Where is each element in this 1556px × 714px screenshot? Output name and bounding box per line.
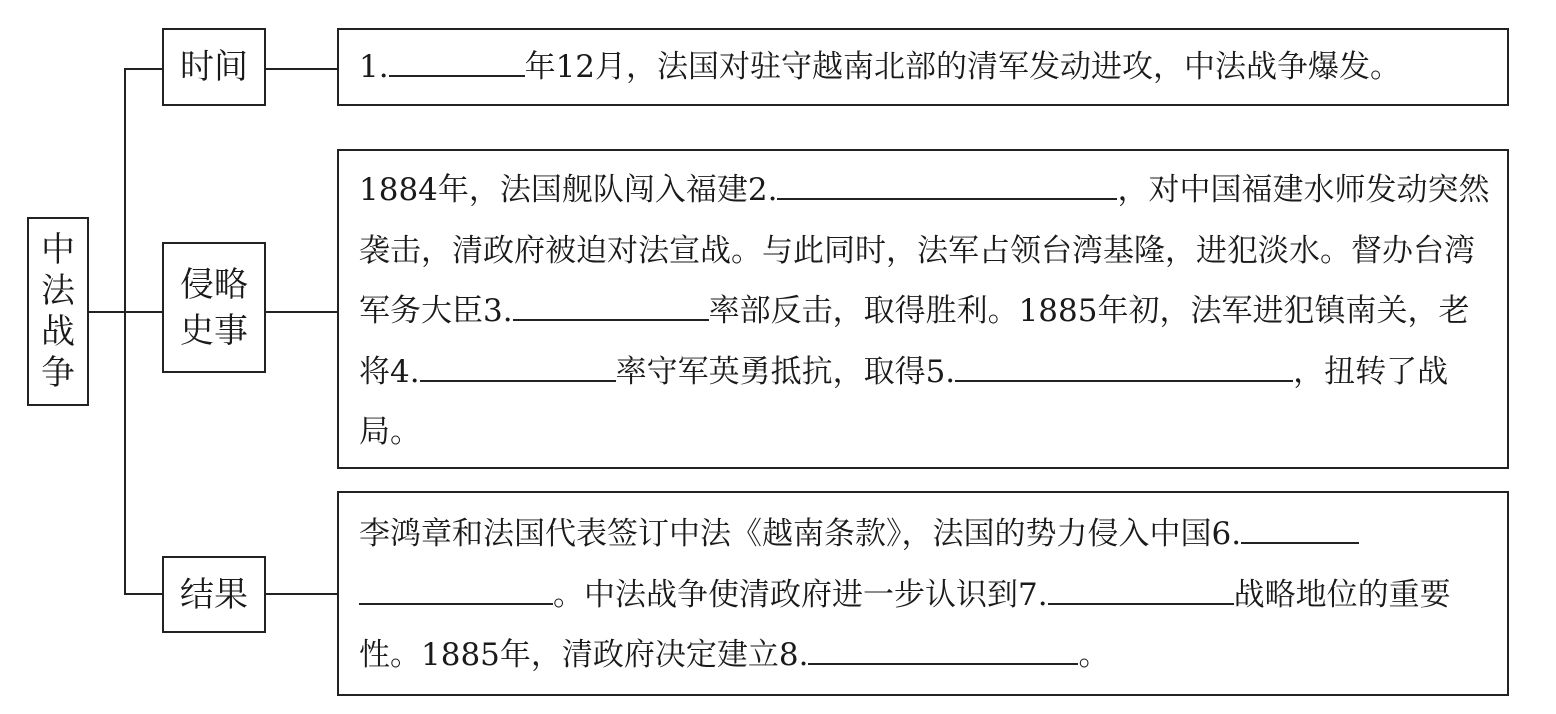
content-text-segment: ，扭转了战局。 xyxy=(359,353,1449,450)
content-text-segment: 1. xyxy=(359,49,389,85)
label-3-connector xyxy=(264,593,339,595)
label-2-connector xyxy=(264,311,339,313)
fill-in-blank xyxy=(513,289,709,321)
branch-label-text: 史事 xyxy=(180,310,248,351)
branch-2-connector xyxy=(124,311,164,313)
branch-label-invasion xyxy=(162,242,266,373)
fill-in-blank xyxy=(955,350,1169,382)
content-text xyxy=(359,504,1499,686)
branch-3-connector xyxy=(124,593,164,595)
fill-in-blank xyxy=(420,350,616,382)
fill-in-blank xyxy=(389,45,525,77)
branch-label-time xyxy=(162,28,266,106)
content-text-segment: 战略地位的重要性。1885年，清政府决定建立8. xyxy=(359,576,1451,673)
root-char: 争 xyxy=(41,352,75,393)
content-text-segment: 。 xyxy=(1078,637,1110,673)
label-1-connector xyxy=(264,68,339,70)
branch-label-text: 侵略 xyxy=(180,264,248,305)
branch-label-text: 结果 xyxy=(180,574,248,615)
branch-1-connector xyxy=(124,68,164,70)
content-box-result xyxy=(337,491,1509,696)
root-char: 法 xyxy=(41,270,75,311)
fill-in-blank xyxy=(777,168,1117,200)
fill-in-blank xyxy=(808,633,1078,665)
content-text-segment: 年12月，法国对驻守越南北部的清军发动进攻，中法战争爆发。 xyxy=(524,49,1402,85)
root-char: 中 xyxy=(41,229,75,270)
content-text-segment: 率守军英勇抵抗，取得5. xyxy=(615,353,956,390)
branch-label-result xyxy=(162,556,266,633)
root-connector xyxy=(88,311,126,313)
content-text xyxy=(359,160,1499,463)
fill-in-blank xyxy=(1048,573,1234,605)
content-text-segment: 李鸿章和法国代表签订中法《越南条款》，法国的势力侵入中国6. xyxy=(359,516,1242,552)
content-box-invasion xyxy=(337,149,1509,469)
content-text-segment: ，对中国福建水师发动突然袭击，清政府被迫对法宣战。与此同时，法军占领台湾基隆，进犯淡水。督办台湾军务大臣3. xyxy=(359,172,1490,329)
content-text-segment: 。中法战争使清政府进一步认识到7. xyxy=(553,576,1048,613)
fill-in-blank xyxy=(1169,350,1293,382)
content-text xyxy=(359,30,1499,104)
root-char: 战 xyxy=(41,311,75,352)
root-label xyxy=(41,230,75,394)
fill-in-blank xyxy=(1241,512,1359,544)
content-text-segment: 1884年，法国舰队闯入福建2. xyxy=(359,172,778,208)
content-text-segment: 率部反击，取得胜利。1885年初，法军进犯镇南关，老将4. xyxy=(359,293,1470,390)
content-box-time xyxy=(337,28,1509,106)
branch-spine xyxy=(124,68,126,594)
branch-label-text: 时间 xyxy=(180,47,248,87)
root-box xyxy=(27,217,89,406)
fill-in-blank xyxy=(359,573,553,605)
